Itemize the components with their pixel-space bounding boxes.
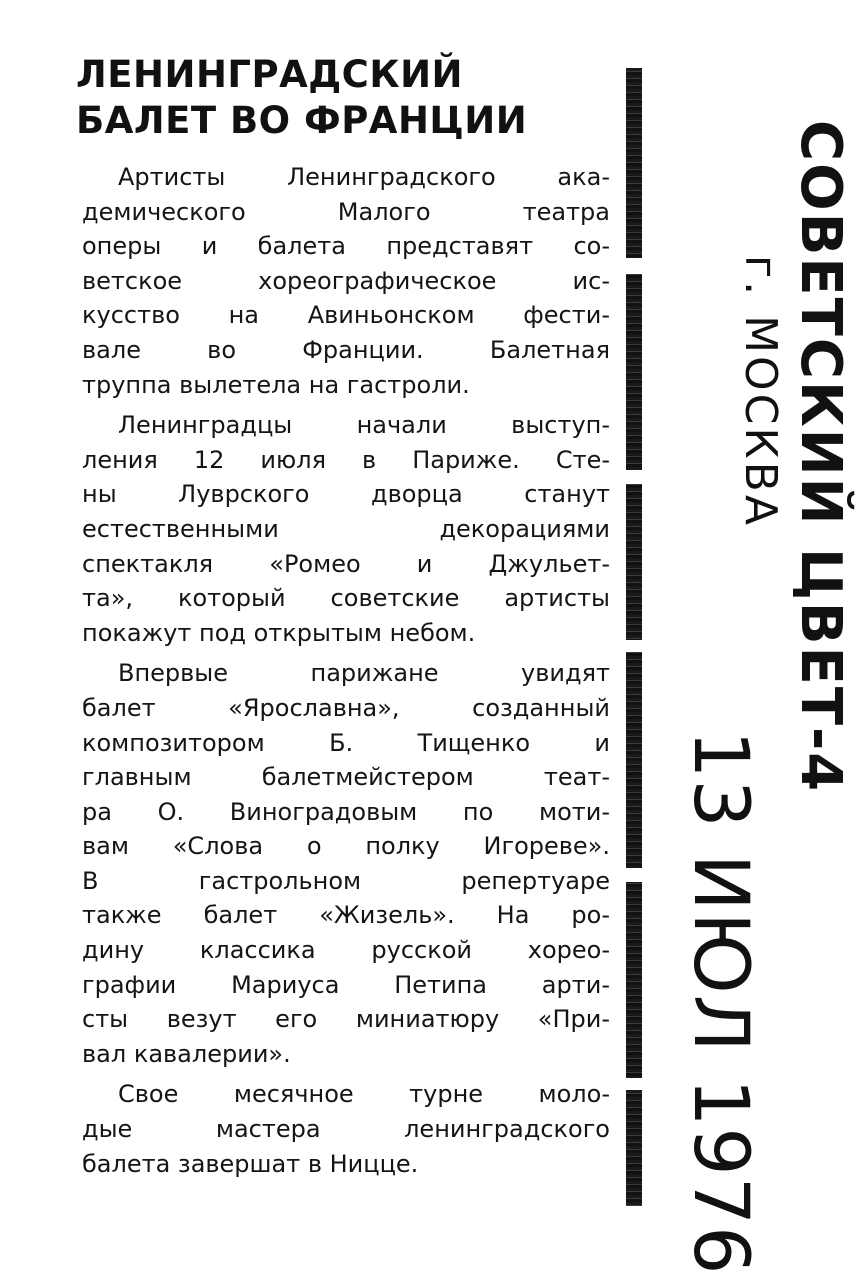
text-line: композитором Б. Тищенко и bbox=[82, 728, 610, 757]
text-line: дые мастера ленинградского bbox=[82, 1115, 610, 1144]
stamp-newspaper-name: СОВЕТСКИЙ ЦВЕТ-4 bbox=[788, 120, 853, 794]
text-line: ны Луврского дворца станут bbox=[82, 480, 610, 509]
text-line: балет «Ярославна», созданный bbox=[82, 693, 610, 722]
text-line: дину классика русской хорео- bbox=[82, 936, 610, 965]
text-line: главным балетмейстером теат- bbox=[82, 763, 610, 792]
paragraph-1 bbox=[82, 160, 610, 402]
text-line: сты везут его миниатюру «При- bbox=[82, 1005, 610, 1034]
stamp-date: 13 ИЮЛ 1976 bbox=[677, 730, 766, 1276]
text-line: естественными декорациями bbox=[82, 514, 610, 543]
text-line: вале во Франции. Балетная bbox=[82, 335, 610, 364]
text-line: вал кавалерии». bbox=[82, 1039, 291, 1068]
text-line: Впервые парижане увидят bbox=[118, 659, 610, 688]
paragraph-2 bbox=[82, 408, 610, 650]
paragraph-4 bbox=[82, 1077, 610, 1181]
archive-stamp bbox=[648, 40, 868, 1276]
text-line: спектакля «Ромео и Джульет- bbox=[82, 549, 610, 578]
text-line: ления 12 июля в Париже. Сте- bbox=[82, 445, 610, 474]
headline-line-2: БАЛЕТ ВО ФРАНЦИИ bbox=[76, 99, 528, 142]
text-line: балета завершат в Ницце. bbox=[82, 1149, 419, 1178]
text-line: Ленинградцы начали выступ- bbox=[118, 411, 610, 440]
headline-line-1: ЛЕНИНГРАДСКИЙ bbox=[76, 53, 464, 96]
text-line: кусство на Авиньонском фести- bbox=[82, 301, 610, 330]
text-line: демического Малого театра bbox=[82, 197, 610, 226]
text-line: вам «Слова о полку Игореве». bbox=[82, 832, 610, 861]
text-line: покажут под открытым небом. bbox=[82, 618, 476, 647]
text-line: ветское хореографическое ис- bbox=[82, 266, 610, 295]
text-line: В гастрольном репертуаре bbox=[82, 866, 610, 895]
text-line: труппа вылетела на гастроли. bbox=[82, 370, 470, 399]
text-line: Свое месячное турне моло- bbox=[118, 1080, 610, 1109]
text-line: графии Мариуса Петипа арти- bbox=[82, 970, 610, 999]
article-body bbox=[82, 160, 610, 1187]
text-line: ра О. Виноградовым по моти- bbox=[82, 797, 610, 826]
text-line: оперы и балета представят со- bbox=[82, 232, 610, 261]
text-line: та», который советские артисты bbox=[82, 584, 610, 613]
stamp-city: г. МОСКВА bbox=[735, 255, 786, 528]
text-line: Артисты Ленинградского ака- bbox=[118, 163, 610, 191]
article-headline bbox=[76, 52, 596, 144]
column-divider bbox=[626, 68, 642, 1206]
text-line: также балет «Жизель». На ро- bbox=[82, 901, 610, 930]
paragraph-3 bbox=[82, 656, 610, 1071]
